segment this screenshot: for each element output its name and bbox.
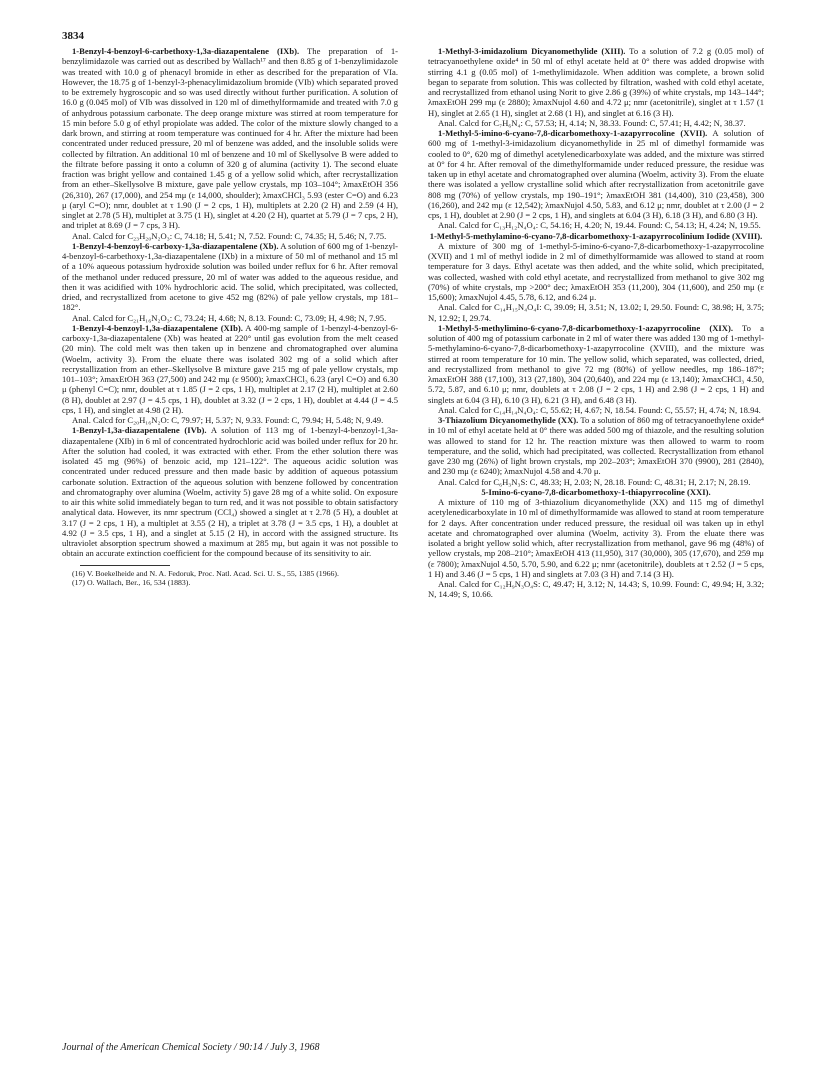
section-body: To a solution of 400 mg of potassium carbonate in 2 ml of water there was added 130 mg of 1-methyl-5-methylamino-6-cyano-7,8-dicarbomethoxy-1-azapyrrocoline (XVIII), and the mixture was stirred at room temperature for 10 min. The yellow solid, which separated, was collected, dried, and recrystallized from methanol to give 72 mg (80%) of yellow needles, mp 186–187°; λmaxEtOH 388 (17,100), 313 (27,180), 304 (20,640), and 224 mμ (ε 13,140); λmaxCHCl₃ 4.50, 5.72, 5.87, and 6.10 μ; nmr, doublets at τ 2.08 (J = 2 cps, 1 H) and 2.98 (J = 2 cps, 1 H) and singlets at 6.04 (3 H), 6.10 (3 H), 6.21 (3 H), and 6.48 (3 H). (428, 322, 764, 405)
section-heading: 3-Thiazolium Dicyanomethylide (XX). (438, 415, 579, 425)
analysis-ixb: Anal. Calcd for C₂₃H₂₀N₂O₃: C, 74.18; H, 5.41; N, 7.52. Found: C, 74.35; H, 5.46; N, 7.75. (72, 230, 387, 241)
footnote-rule (80, 565, 170, 566)
section-body: A solution of 600 mg of 1-methyl-3-imidazolium dicyanomethylide in 25 ml of dimethyl formamide was cooled to 0°, 620 mg of dimethyl acetylenedicarboxylate was added, and the mixture was stirred at 0° for 4 hr. After removal of the dimethylformamide under reduced pressure, the residue was taken up in ethyl acetate and chromatographed over alumina (Woelm, activity 3). From the eluate there was isolated a yellow crystalline solid which after recrystallization from acetonitrile gave 808 mg (70%) of yellow crystals, mp 190–191°; λmaxEtOH 381 (14,400), 310 (23,458), 300 (16,260), and 242 mμ (ε 12,542); λmaxNujol 4.50, 5.83, and 6.12 μ; nmr, doublet at τ 2.00 (J = 2 cps, 1 H), doublet at 2.90 (J = 2 cps, 1 H), and singlets at 6.04 (3 H), 6.18 (3 H), and 6.80 (3 H). (428, 128, 764, 220)
section-xiii (428, 46, 764, 118)
section-xib (62, 323, 398, 415)
analysis-xiii: Anal. Calcd for C₇H₆N₄: C, 57.53; H, 4.14; N, 38.33. Found: C, 57.41; H, 4.42; N, 38.37. (438, 117, 746, 128)
analysis-xix: Anal. Calcd for C₁₄H₁₄N₄O₄: C, 55.62; H, 4.67; N, 18.54. Found: C, 55.57; H, 4.74; N, 18.94. (438, 404, 761, 415)
section-heading: 1-Benzyl-4-benzoyl-1,3a-diazapentalene (XIb). (72, 322, 243, 333)
section-xvii (428, 128, 764, 220)
section-body: A solution of 600 mg of 1-benzyl-4-benzoyl-6-carbethoxy-1,3a-diazapentalene (IXb) in a mixture of 50 ml of methanol and 15 ml of a 10% aqueous potassium hydroxide solution was boiled under reflux for 6 hr. After removal of the methanol under reduced pressure, 20 ml of water was added to the aqueous residue, and then it was acidified with 10% hydrochloric acid. The solid, which precipitated, was collected, dried, and recrystallized from acetone to give 452 mg (82%) of pale yellow crystals, mp 181–182°. (62, 240, 398, 313)
section-heading: 1-Benzyl-4-benzoyl-6-carbethoxy-1,3a-diazapentalene (IXb). (72, 46, 300, 56)
section-heading-xxi: 5-Imino-6-cyano-7,8-dicarbomethoxy-1-thiapyrrocoline (XXI). (481, 486, 711, 497)
section-xx (428, 415, 764, 477)
section-heading: 1-Benzyl-1,3a-diazapentalene (IVb). (72, 425, 207, 436)
analysis-xvii: Anal. Calcd for C₁₃H₁₂N₄O₄: C, 54.16; H, 4.20; N, 19.44. Found: C, 54.13; H, 4.24; N, 19.55. (438, 220, 761, 231)
section-body: A solution of 113 mg of 1-benzyl-4-benzoyl-1,3a-diazapentalene (XIb) in 6 ml of concentrated hydrochloric acid was boiled under reflux for 20 hr. After the solution had cooled, it was extracted with ether. From the ether solution there was isolated 45 mg (96%) of benzoic acid, mp 121–122°. The aqueous acidic solution was concentrated under reduced pressure and then made basic by addition of aqueous potassium carbonate solution. Extraction of the aqueous solution with benzene followed by concentration and chromatography over alumina (Woelm, activity 5) gave 28 mg of a white solid. On exposure to air this white solid immediately began to turn red, and it was not possible to obtain satisfactory analytical data. However, its nmr spectrum (CCl₄) showed a singlet at τ 2.78 (5 H), a doublet at 3.17 (J = 2 cps, 1 H), a multiplet at 3.55 (2 H), a triplet at 3.78 (J = 3.5 cps, 1 H), a doublet at 4.92 (J = 3.5 cps, 1 H), and a singlet at 5.15 (2 H), in accord with the assigned structure. Its ultraviolet absorption spectrum showed a maximum at 285 mμ, but again it was not possible to obtain an accurate extinction coefficient for the compound because of its sensitivity to air. (62, 425, 398, 559)
section-body: A 400-mg sample of 1-benzyl-4-benzoyl-6-carboxy-1,3a-diazapentalene (Xb) was heated at 220° until gas evolution from the melt ceased (20 min). The cold melt was then taken up in benzene and chromatographed over alumina (Woelm, activity 3). From the eluate there was isolated 302 mg of a solid which after recrystallization from an ether–Skellysolve B mixture gave 215 mg of pale yellow crystals, mp 101–103°; λmaxEtOH 363 (27,500) and 242 mμ (ε 9500); λmaxCHCl₃ 6.23 (aryl C=O) and 6.30 μ (phenyl C=C); nmr, doublet at τ 1.85 (J = 2 cps, 1 H), multiplet at 2.17 (2 H), multiplet at 2.60 (8 H), doublet at 2.97 (J = 4.5 cps, 1 H), doublet at 3.32 (J = 2 cps, 1 H), doublet at 4.44 (J = 4.5 cps, 1 H), and singlet at 4.98 (2 H). (62, 322, 398, 415)
analysis-xx: Anal. Calcd for C₆H₃N₃S: C, 48.33; H, 2.03; N, 28.18. Found: C, 48.31; H, 2.17; N, 28.19. (438, 476, 751, 487)
section-heading: 1-Methyl-5-methylimino-6-cyano-7,8-dicarbomethoxy-1-azapyrrocoline (XIX). (438, 322, 733, 333)
section-xxi: A mixture of 110 mg of 3-thiazolium dicyanomethylide (XX) and 115 mg of dimethyl acetylenedicarboxylate in 10 ml of dimethylformamide was allowed to stand at room temperature for 2 days. After concentration under reduced pressure, the residual oil was taken up in ethyl acetate and chromatographed over alumina (Woelm, activity 3). From the eluate there was isolated a bright yellow solid which, after recrystallization from methanol, gave 96 mg (48%) of yellow crystals, mp 208–210°; λmaxEtOH 413 (11,950), 317 (30,000), 305 (17,670), and 259 mμ (ε 7800); λmaxNujol 4.50, 5.70, 5.90, and 6.22 μ; nmr (acetonitrile), doublets at τ 2.52 (J = 5 cps, 1 H) and 3.46 (J = 5 cps, 1 H) and singlets at 7.03 (3 H) and 7.14 (3 H). (428, 497, 764, 579)
section-ivb (62, 425, 398, 558)
analysis-xb: Anal. Calcd for C₂₁H₁₆N₂O₃: C, 73.24; H, 4.68; N, 8.13. Found: C, 73.09; H, 4.98; N, 7.95. (72, 312, 387, 323)
section-xb (62, 241, 398, 313)
section-body: To a solution of 7.2 g (0.05 mol) of tetracyanoethylene oxide⁴ in 50 ml of ethyl acetate held at 0° there was added dropwise with stirring 4.1 g (0.05 mol) of 1-methylimidazole. When addition was complete, a brown solid began to separate from solution. This was collected by filtration, washed with cold ethyl acetate, and recrystallized from ethanol using Norit to give 2.86 g (39%) of white crystals, mp 143–144°; λmaxEtOH 299 mμ (ε 2880); λmaxNujol 4.60 and 4.72 μ; nmr (acetonitrile), singlet at τ 1.57 (1 H), singlet at 2.65 (1 H), singlet at 2.68 (1 H), and singlet at 6.16 (3 H). (428, 46, 764, 118)
section-xviii: A mixture of 300 mg of 1-methyl-5-imino-6-cyano-7,8-dicarbomethoxy-1-azapyrrocoline (XVII) and 1 ml of methyl iodide in 2 ml of dimethylformamide was allowed to stand at room temperature for 3 days. Ethyl acetate was then added, and the white solid, which precipitated, was collected, washed with cold ethyl acetate, and recrystallized from methanol to give 302 mg (70%) of white crystals, mp >200° dec; λmaxEtOH 353 (11,200), 304 (11,600), and 250 mμ (ε 15,600); λmaxNujol 4.45, 5.78, 6.12, and 6.24 μ. (428, 240, 764, 302)
footnote-16: (16) V. Boekelheide and N. A. Fedoruk, Proc. Natl. Acad. Sci. U. S., 55, 1385 (1966). (72, 568, 339, 578)
right-column (428, 46, 764, 600)
section-heading: 1-Benzyl-4-benzoyl-6-carboxy-1,3a-diazapentalene (Xb). (72, 240, 279, 251)
analysis-xxi: Anal. Calcd for C₁₂H₉N₃O₄S: C, 49.47; H, 3.12; N, 14.43; S, 10.99. Found: C, 49.94; H, 3.32; N, 14.49; S, 10.66. (428, 579, 764, 600)
section-heading: 1-Methyl-5-imino-6-cyano-7,8-dicarbomethoxy-1-azapyrrocoline (XVII). (438, 128, 708, 138)
section-xix (428, 323, 764, 405)
section-body: To a solution of 860 mg of tetracyanoethylene oxide⁴ in 10 ml of ethyl acetate held at 0° there was added 500 mg of thiazole, and the resulting solution was allowed to stand for 12 hr. The reaction mixture was then allowed to warm to room temperature, and the solid, which had precipitated, was collected. Recrystallization from ethanol gave 230 mg (26%) of light brown crystals, mp 202–203°; λmaxEtOH 370 (9900), 281 (2840), and 230 mμ (ε 6240); λmaxNujol 4.58 and 4.70 μ. (428, 415, 764, 477)
section-ixb (62, 46, 398, 231)
analysis-xviii: Anal. Calcd for C₁₄H₁₅N₄O₄I: C, 39.09; H, 3.51; N, 13.02; I, 29.50. Found: C, 38.98; H, 3.75; N, 12.92; I, 29.74. (428, 302, 764, 323)
left-column (62, 46, 398, 587)
section-heading-xviii: 1-Methyl-5-methylamino-6-cyano-7,8-dicarbomethoxy-1-azapyrrocolinium Iodide (XVIII). (429, 230, 763, 241)
section-body: The preparation of 1-benzylimidazole was carried out as described by Wallach¹⁷ and then 8.85 g of 1-benzylimidazole was treated with 10.0 g of phenacyl bromide in ether as described for the preparation of VIa. However, the 18.75 g of 1-benzyl-3-phenacylimidazolium bromide (VIb) which separated proved to be extremely hygroscopic and so was used directly without further purification. A solution of 16.0 g (0.045 mol) of VIb was dissolved in 120 ml of dimethylformamide and treated with 7.0 g of anhydrous potassium carbonate. The deep orange mixture was stirred at room temperature for 15 min before 5.0 g of ethyl propiolate was added. The color of the mixture slowly changed to a dark brown, and stirring at room temperature was continued for 4 hr. After the mixture had been concentrated under reduced pressure, 20 ml of benzene was added, and the insoluble solids were collected by filtration. An additional 10 ml of benzene and 10 ml of Skellysolve B were added to the filtrate before passing it onto a column of 320 g of alumina (activity 1). The second eluate fraction was bright yellow and contained 1.45 g of a yellow solid which, after recrystallization from an ether–Skellysolve B mixture, gave pale yellow crystals, mp 103–104°; λmaxEtOH 356 (26,310), 267 (17,000), and 254 mμ (ε 14,000, shoulder); λmaxCHCl₃ 5.93 (ester C=O) and 6.23 μ (aryl C=O); nmr, doublet at τ 1.90 (J = 2 cps, 1 H), multiplets at 2.20 (2 H) and 2.59 (4 H), singlet at 2.78 (5 H), multiplet at 3.75 (1 H), singlet at 4.20 (2 H), quartet at 5.79 (J = 7 cps, 2 H), and triplet at 8.69 (J = 7 cps, 3 H). (62, 46, 398, 231)
page-number: 3834 (62, 30, 84, 42)
section-heading: 1-Methyl-3-imidazolium Dicyanomethylide (XIII). (438, 46, 626, 56)
journal-footer: Journal of the American Chemical Society / 90:14 / July 3, 1968 (62, 1042, 320, 1053)
footnote-17: (17) O. Wallach, Ber., 16, 534 (1883). (72, 577, 191, 587)
analysis-xib: Anal. Calcd for C₂₀H₁₆N₂O: C, 79.97; H, 5.37; N, 9.33. Found: C, 79.94; H, 5.48; N, 9.49. (72, 415, 384, 425)
